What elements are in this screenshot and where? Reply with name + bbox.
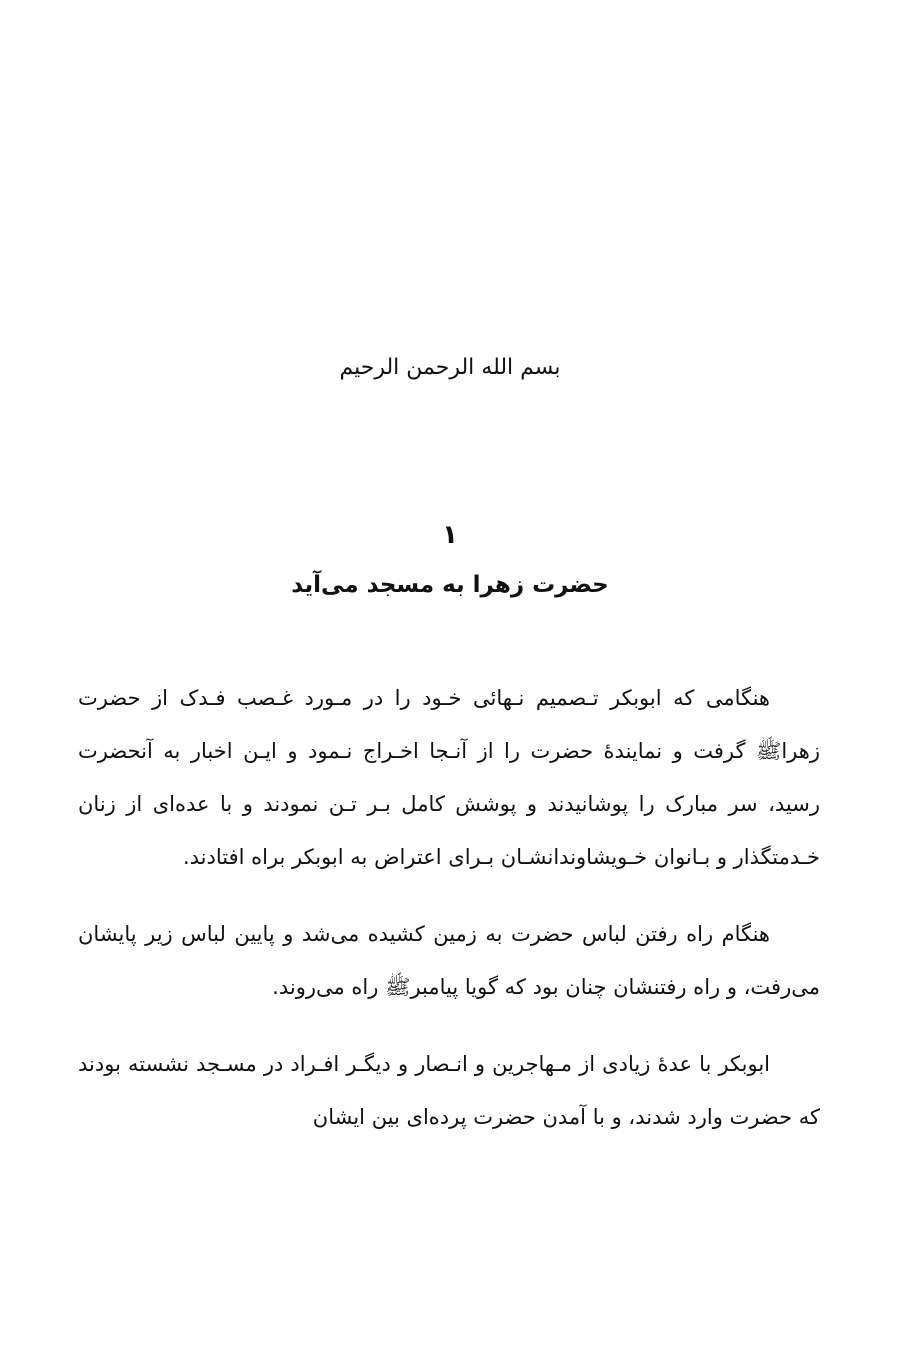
paragraph-2: هنگام راه رفتن لباس حضرت به زمین کشیده می‌شد و پایین لباس زیر پایشان می‌رفت، و راه رفتنشان چنان بود که گویا پیامبرﷺ راه می‌روند. [78, 922, 820, 999]
chapter-number: ۱ [442, 520, 458, 550]
body-text [78, 672, 820, 1168]
chapter-title-text: حضرت زهرا به مسجد می‌آید [291, 572, 609, 598]
paragraph-3: ابوبکر با عدهٔ زیادی از مـهاجرین و انـصار و دیگـر افـراد در مسـجد نشسته بودند که حضرت وارد شدند، و با آمدن حضرت پرده‌ای بین ایشان [78, 1052, 820, 1129]
basmala-heading: بسم الله الرحمن الرحیم [339, 355, 561, 380]
paragraph-1: هنگامی که ابوبکر تـصمیم نـهائی خـود را در مـورد غـصب فـدک از حضرت زهراﷺ گرفت و نمایندهٔ حضرت را از آنـجا اخـراج نـمود و ایـن اخبار به آنحضرت رسید، سر مبارک را پوشانیدند و پوشش کامل بـر تـن نمودند و با عده‌ای از زنان خـدمتگذار و بـانوان خـویشاوندانشـان بـرای اعتراض به ابوبکر براه افتادند. [78, 686, 820, 869]
chapter-title [0, 565, 900, 605]
